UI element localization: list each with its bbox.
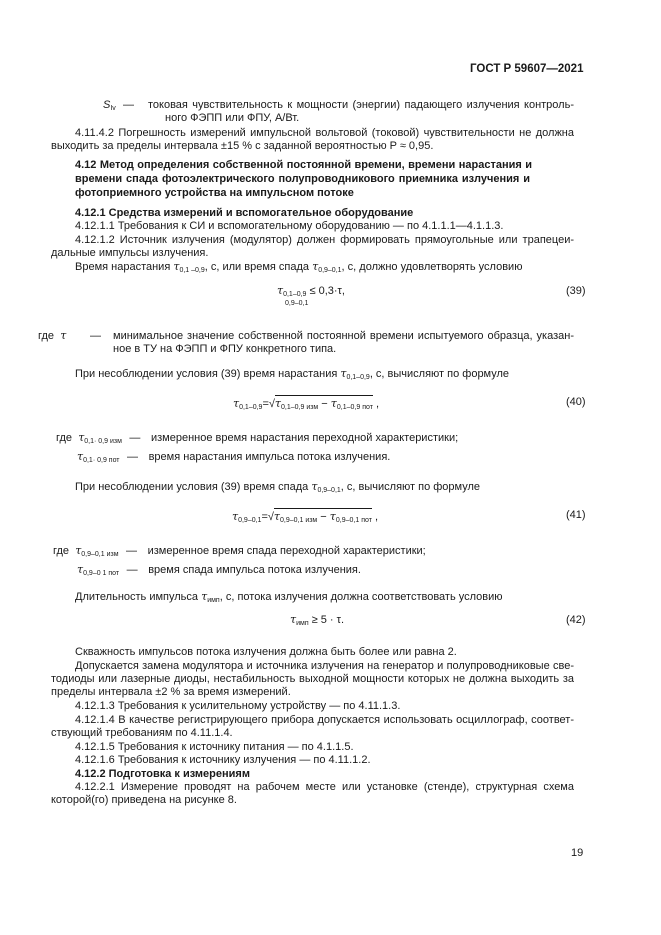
- para-4-12-1-1: 4.12.1.1 Требования к СИ и вспомогательному оборудованию — по 4.1.1.1—4.1.1.3.: [75, 220, 504, 232]
- def-s-line1: токовая чувствительность к мощности (энергии) падающего излучения контроль-: [148, 99, 574, 111]
- para-replace-line1: Допускается замена модулятора и источника излучения на генератор и полупроводниковые све-: [75, 660, 574, 672]
- equation-40: $\tau_{0,1-0,9}=√\tau_{0,1-0,9 изм} - \tau_{0,1-0,9 пот}$ ,: [233, 395, 379, 415]
- para-replace-line3: пределы интервала ±2 % за время измерений.: [51, 686, 291, 698]
- section-4-12-line2: времени спада фотоэлектрического полупроводникового приемника излучения и: [75, 173, 530, 185]
- para-4-12-2-1-line2: которой(го) приведена на рисунке 8.: [51, 794, 237, 806]
- para-eq42-intro: Длительность импульса $\tau_{имп}$, с, потока излучения должна соответствовать условию: [75, 590, 503, 604]
- page-number: 19: [571, 847, 584, 859]
- def40-rise-flux: $\tau_{0,1\cdot 0,9 пот}$ — время нарастания импульса потока излучения.: [77, 450, 391, 464]
- para-eq40-intro: При несоблюдении условия (39) время нарастания $\tau_{0,1-0,9}$, с, вычисляют по формуле: [75, 367, 510, 381]
- para-4-12-1-4-line2: ствующий требованиям по 4.11.1.4.: [51, 727, 233, 739]
- para-4-12-1-6: 4.12.1.6 Требования к источнику излучения — по 4.11.1.2.: [75, 754, 371, 766]
- equation-41: $\tau_{0,9-0,1}=√\tau_{0,9-0,1 изм} - \tau_{0,9-0,1 пот}$ ,: [232, 508, 378, 528]
- para-4-12-1-2-line1: 4.12.1.2 Источник излучения (модулятор) должен формировать прямоугольные или трапецеи-: [75, 234, 574, 246]
- para-duty-cycle: Скважность импульсов потока излучения должна быть более или равна 2.: [75, 646, 457, 658]
- def-dash: —: [123, 99, 134, 111]
- equation-39-number: (39): [566, 285, 586, 297]
- equation-42-number: (42): [566, 614, 586, 626]
- equation-41-number: (41): [566, 509, 586, 521]
- para-4-11-4-2-line2: выходить за пределы интервала ±15 % с заданной вероятностью P ≈ 0,95.: [51, 140, 434, 152]
- def-tau-dash: —: [90, 330, 101, 342]
- para-4-12-1-5: 4.12.1.5 Требования к источнику питания — по 4.1.1.5.: [75, 741, 354, 753]
- def-tau-line2: ное в ТУ на ФЭПП и ФПУ конкретного типа.: [113, 343, 337, 355]
- def-s-line2: ного ФЭПП или ФПУ, А/Вт.: [165, 112, 300, 124]
- para-4-12-1-3: 4.12.1.3 Требования к усилительному устройству — по 4.11.1.3.: [75, 700, 401, 712]
- def41-fall-measured: где $\tau_{0,9-0,1 изм}$ — измеренное время спада переходной характеристики;: [53, 544, 426, 558]
- def-symbol-s: $S_{Iv}$: [103, 99, 116, 112]
- def40-rise-measured: где $\tau_{0,1\cdot 0,9 изм}$ — измеренное время нарастания переходной характеристики;: [56, 431, 459, 445]
- para-4-12-1-4-line1: 4.12.1.4 В качестве регистрирующего прибора допускается использовать осциллограф, соответ-: [75, 714, 574, 726]
- subsection-4-12-1: 4.12.1 Средства измерений и вспомогательное оборудование: [75, 207, 414, 219]
- equation-42: $\tau_{имп} \ge 5 \cdot \tau$.: [290, 613, 345, 627]
- para-4-12-1-2-line2: дальные импульсы излучения.: [51, 247, 209, 259]
- section-4-12-line3: фотоприемного устройства на импульсном потоке: [75, 187, 354, 199]
- equation-39: $\tau_{0,1-0,9} \le 0,3\cdot\tau$,: [277, 284, 345, 298]
- para-4-12-2-1-line1: 4.12.2.1 Измерение проводят на рабочем месте или установке (стенде), структурная схема: [75, 781, 574, 793]
- def41-fall-flux: $\tau_{0,9-0 1 пот}$ — время спада импульса потока излучения.: [77, 563, 361, 577]
- equation-39-subscript: 0,9–0,1: [285, 300, 309, 307]
- para-replace-line2: тодиоды или лазерные диоды, нестабильность выходной мощности которых не должна выходить за: [51, 673, 574, 685]
- def-tau-where: где τ: [38, 329, 67, 342]
- standard-header: ГОСТ Р 59607—2021: [470, 63, 584, 75]
- para-eq41-intro: При несоблюдении условия (39) время спада $\tau_{0,9-0,1}$, с, вычисляют по формуле: [75, 480, 481, 494]
- section-4-12-line1: 4.12 Метод определения собственной постоянной времени, времени нарастания и: [75, 159, 532, 171]
- def-tau-line1: минимальное значение собственной постоянной времени испытуемого образца, указан-: [113, 330, 574, 342]
- para-4-11-4-2-line1: 4.11.4.2 Погрешность измерений импульсной вольтовой (токовой) чувствительности не должна: [75, 127, 574, 139]
- para-rise-time: Время нарастания $\tau_{0,1 -0,9}$, с, или время спада $\tau_{0,9-0,1}$, с, должно удовлетворять условию: [75, 260, 523, 274]
- equation-40-number: (40): [566, 396, 586, 408]
- subsection-4-12-2: 4.12.2 Подготовка к измерениям: [75, 768, 250, 780]
